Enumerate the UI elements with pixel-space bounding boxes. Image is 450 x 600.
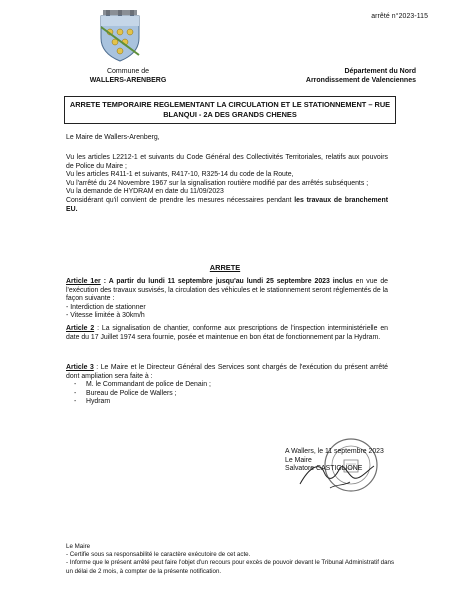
preamble-line: Vu les articles L2212-1 et suivants du Code Général des Collectivités Territoriales, relatifs aux pouvoirs de Police du Maire ; bbox=[66, 154, 388, 170]
preamble-considering bbox=[66, 197, 388, 214]
preamble-line: Vu les articles R411-1 et suivants, R417-10, R325-14 du code de la Route, bbox=[66, 171, 294, 179]
article-1-separator: : bbox=[100, 278, 109, 285]
footer-title: Le Maire bbox=[66, 543, 91, 550]
distribution-item: - M. le Commandant de police de Denain ; bbox=[74, 381, 211, 389]
article-3-label: Article 3 bbox=[66, 364, 94, 371]
preamble-line: Considérant qu'il convient de prendre les mesures nécessaires pendant bbox=[66, 196, 292, 204]
article-3-text: : Le Maire et le Directeur Général des Services sont chargés de l'exécution du présent arrêté dont ampliation sera faite à : bbox=[66, 364, 388, 380]
commune-name: WALLERS-ARENBERG bbox=[89, 77, 167, 84]
preamble-considerations bbox=[66, 154, 388, 214]
place-and-date: A Wallers, le 11 septembre 2023 bbox=[285, 448, 384, 455]
distribution-item-label: Bureau de Police de Wallers ; bbox=[86, 389, 177, 397]
arrondissement-name: Arrondissement de Valenciennes bbox=[305, 77, 416, 84]
preamble-line: Vu l'arrêté du 24 Novembre 1967 sur la signalisation routière modifié par des arrêtés subséquents ; bbox=[66, 179, 369, 187]
footer-notes bbox=[66, 543, 396, 576]
footer-line: - Certifie sous sa responsabilité le caractère exécutoire de cet acte. bbox=[66, 551, 251, 559]
signatory-role: Le Maire bbox=[285, 456, 312, 464]
preamble-line: Vu la demande de HYDRAM en date du 11/09/2023 bbox=[66, 188, 224, 196]
article-2-text: : La signalisation de chantier, conforme aux prescriptions de l'inspection interministérielle en date du 17 Juillet 1974 sera fournie, posée et maintenue en bon état de fonctionnement par la Hydram. bbox=[66, 325, 388, 341]
department-name: Département du Nord bbox=[344, 68, 416, 75]
distribution-item-label: M. le Commandant de police de Denain ; bbox=[86, 381, 211, 389]
footer-line: - Informe que le présent arrêté peut faire l'objet d'un recours pour excès de pouvoir devant le Tribunal Administratif dans un délai de 2 mois, à compter de la présente notification. bbox=[66, 559, 395, 575]
distribution-item: - Bureau de Police de Wallers ; bbox=[74, 389, 177, 397]
works-description: les travaux de branchement EU. bbox=[66, 196, 389, 213]
article-2 bbox=[66, 325, 388, 342]
article-1-text: en vue de l'exécution des travaux susvisés, la circulation des véhicules et le stationnement seront réglementés de la façon suivante : bbox=[66, 278, 388, 303]
arrete-heading: ARRETE bbox=[209, 263, 241, 272]
article-3 bbox=[66, 364, 388, 407]
article-2-label: Article 2 bbox=[66, 325, 95, 332]
distribution-item-label: Hydram bbox=[86, 398, 111, 406]
decree-title: ARRETE TEMPORAIRE REGLEMENTANT LA CIRCULATION ET LE STATIONNEMENT – RUE BLANQUI - 2A DES GRANDS CHENES bbox=[64, 96, 396, 124]
decree-reference-number: arrêté n°2023-115 bbox=[371, 13, 428, 20]
commune-block bbox=[58, 67, 198, 85]
article-1-label: Article 1er bbox=[66, 278, 101, 285]
article-1-item: - Interdiction de stationner bbox=[66, 303, 146, 311]
signatory-name: Salvatore CASTIGLIONE bbox=[285, 465, 363, 473]
municipal-crest-logo bbox=[97, 10, 143, 62]
salutation: Le Maire de Wallers-Arenberg, bbox=[66, 134, 160, 141]
distribution-item: - Hydram bbox=[74, 398, 111, 406]
article-1 bbox=[66, 278, 388, 321]
handwritten-signature bbox=[290, 458, 380, 492]
article-1-date-range: A partir du lundi 11 septembre jusqu'au lundi 25 septembre 2023 inclus bbox=[108, 278, 353, 285]
department-block bbox=[256, 67, 416, 85]
article-1-item: - Vitesse limitée à 30km/h bbox=[66, 312, 145, 320]
commune-label: Commune de bbox=[106, 68, 150, 75]
